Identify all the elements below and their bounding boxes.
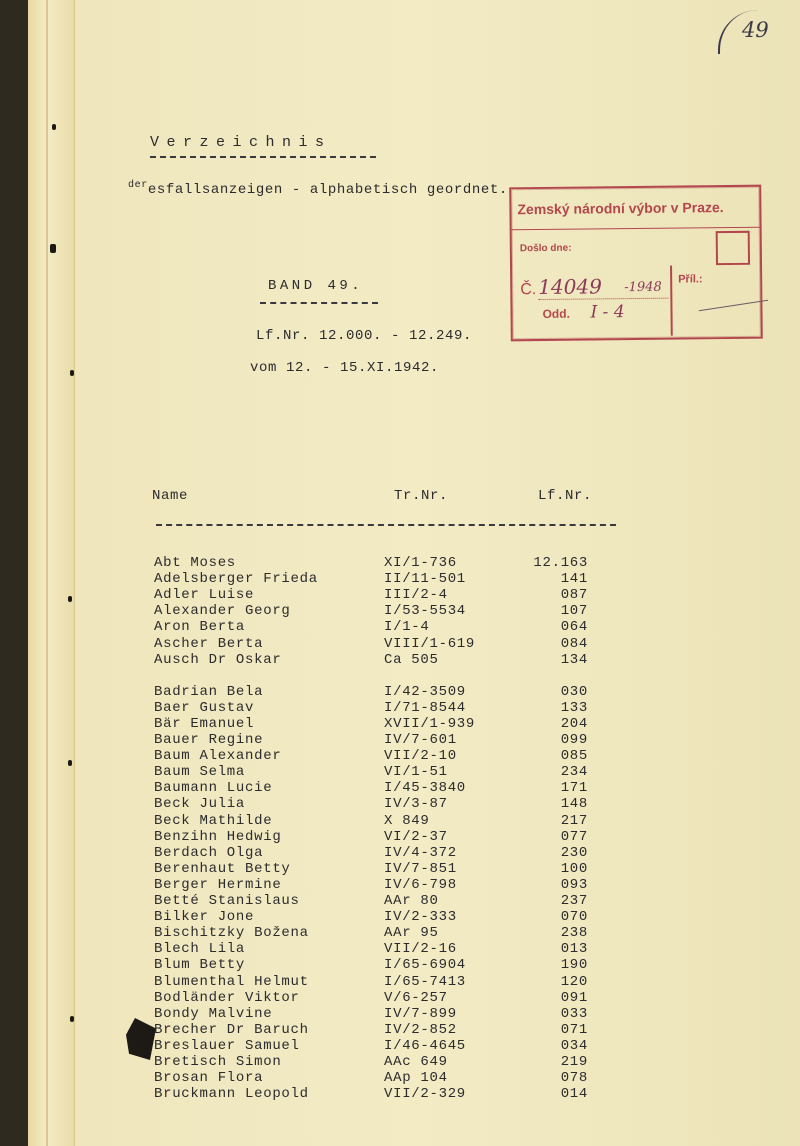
row-name: Brecher Dr Baruch — [154, 1021, 309, 1038]
row-tr-number: I/65-7413 — [384, 973, 466, 990]
band-underline — [260, 302, 378, 304]
row-lf-number: 087 — [560, 587, 588, 604]
table-row — [28, 619, 800, 635]
row-name: Blumenthal Helmut — [154, 973, 309, 990]
row-name: Adelsberger Frieda — [154, 571, 318, 588]
row-lf-number: 071 — [560, 1021, 588, 1038]
row-lf-number: 237 — [560, 893, 588, 909]
row-name: Bauer Regine — [154, 732, 264, 748]
stamp-vertical-divider — [670, 266, 673, 336]
row-name: Bretisch Simon — [154, 1054, 282, 1070]
row-tr-number: III/2-4 — [384, 587, 448, 604]
row-tr-number: I/65-6904 — [384, 957, 466, 974]
table-row — [28, 1006, 800, 1022]
row-tr-number: VI/1-51 — [384, 764, 448, 781]
stamp-box — [716, 231, 750, 265]
table-row — [28, 796, 800, 812]
stamp-received-label: Došlo dne: — [519, 242, 572, 255]
row-tr-number: IV/3-87 — [384, 796, 448, 813]
stamp-department-value: I - 4 — [590, 302, 625, 323]
row-name: Berenhaut Betty — [154, 860, 291, 877]
row-tr-number: IV/2-852 — [384, 1021, 457, 1038]
row-name: Bilker Jone — [154, 909, 255, 926]
row-lf-number: 134 — [560, 651, 588, 668]
table-row — [28, 764, 800, 780]
row-lf-number: 171 — [560, 780, 588, 797]
title-underline — [150, 156, 376, 158]
row-tr-number: Ca 505 — [384, 651, 439, 668]
row-tr-number: IV/2-333 — [384, 909, 457, 926]
row-name: Baum Selma — [154, 764, 246, 781]
row-lf-number: 014 — [560, 1086, 588, 1103]
table-row — [28, 780, 800, 796]
table-row — [28, 700, 800, 716]
row-name: Berdach Olga — [154, 844, 264, 861]
row-tr-number: I/46-4645 — [384, 1037, 466, 1054]
row-lf-number: 078 — [560, 1070, 588, 1087]
row-tr-number: IV/7-851 — [384, 860, 457, 877]
row-tr-number: IV/7-899 — [384, 1005, 457, 1022]
table-row — [28, 603, 800, 619]
row-name: Betté Stanislaus — [154, 893, 300, 909]
row-name: Blech Lila — [154, 941, 246, 958]
row-lf-number: 093 — [560, 876, 588, 893]
subtitle-text: esfallsanzeigen - alphabetisch geordnet. — [147, 182, 508, 198]
row-name: Bär Emanuel — [154, 715, 255, 732]
stamp-number-value: 14049 — [538, 274, 602, 300]
table-row — [28, 957, 800, 973]
row-name: Breslauer Samuel — [154, 1037, 300, 1054]
row-lf-number: 190 — [560, 957, 588, 974]
row-lf-number: 107 — [560, 603, 588, 620]
row-lf-number: 099 — [560, 732, 588, 748]
row-tr-number: I/42-3509 — [384, 683, 466, 700]
row-lf-number: 070 — [560, 909, 588, 926]
row-lf-number: 091 — [560, 989, 588, 1006]
row-name: Baumann Lucie — [154, 780, 273, 797]
row-lf-number: 141 — [560, 571, 588, 588]
table-row — [28, 748, 800, 764]
row-tr-number: AAc 649 — [384, 1054, 448, 1070]
row-lf-number: 120 — [560, 973, 588, 990]
registry-stamp — [509, 185, 763, 342]
row-tr-number: VII/2-10 — [384, 748, 457, 765]
stamp-attachments-label: Příl.: — [678, 273, 703, 286]
subtitle-prefix: der — [128, 180, 148, 191]
row-lf-number: 077 — [560, 828, 588, 845]
row-lf-number: 204 — [560, 715, 588, 732]
row-tr-number: IV/6-798 — [384, 876, 457, 893]
stamp-dotted-line — [538, 298, 668, 300]
row-tr-number: I/45-3840 — [384, 780, 466, 797]
punch-hole — [50, 244, 56, 253]
band-number: BAND 49. — [268, 278, 364, 294]
row-lf-number: 030 — [560, 683, 588, 700]
table-row — [28, 636, 800, 652]
row-name: Beck Julia — [154, 796, 246, 813]
row-lf-number: 064 — [560, 619, 588, 636]
table-row — [28, 990, 800, 1006]
row-name: Ascher Berta — [154, 635, 264, 652]
stamp-pen-stroke — [699, 300, 768, 311]
row-lf-number: 148 — [560, 796, 588, 813]
row-lf-number: 219 — [560, 1054, 588, 1070]
row-tr-number: AAp 104 — [384, 1070, 448, 1087]
row-tr-number: VI/2-37 — [384, 828, 448, 845]
table-row — [28, 587, 800, 603]
column-header-lf: Lf.Nr. — [538, 488, 593, 504]
row-tr-number: VII/2-329 — [384, 1086, 466, 1103]
table-row — [28, 1054, 800, 1070]
punch-hole — [52, 124, 56, 130]
row-name: Brosan Flora — [154, 1070, 264, 1087]
table-row — [28, 571, 800, 587]
row-lf-number: 217 — [560, 812, 588, 829]
row-name: Berger Hermine — [154, 876, 282, 893]
row-name: Adler Luise — [154, 587, 255, 604]
row-tr-number: I/53-5534 — [384, 603, 466, 620]
header-rule — [156, 524, 616, 526]
row-name: Aron Berta — [154, 619, 246, 636]
row-tr-number: IV/7-601 — [384, 732, 457, 748]
row-tr-number: X 849 — [384, 812, 430, 829]
row-name: Bruckmann Leopold — [154, 1086, 309, 1103]
lf-number-range: Lf.Nr. 12.000. - 12.249. — [256, 328, 473, 344]
stamp-office: Zemský národní výbor v Praze. — [517, 199, 724, 218]
row-lf-number: 234 — [560, 764, 588, 781]
row-name: Beck Mathilde — [154, 812, 273, 829]
row-name: Bodländer Viktor — [154, 989, 300, 1006]
row-lf-number: 013 — [560, 941, 588, 958]
row-name: Abt Moses — [154, 555, 236, 571]
row-name: Bischitzky Božena — [154, 925, 309, 942]
row-name: Benzihn Hedwig — [154, 828, 282, 845]
folio-number: 49 — [742, 18, 769, 42]
row-lf-number: 238 — [560, 925, 588, 942]
table-row — [28, 974, 800, 990]
stamp-divider — [512, 227, 760, 231]
row-lf-number: 084 — [560, 635, 588, 652]
table-row — [28, 941, 800, 957]
row-tr-number: XI/1-736 — [384, 555, 457, 571]
row-lf-number: 034 — [560, 1037, 588, 1054]
row-tr-number: AAr 95 — [384, 925, 439, 942]
row-tr-number: V/6-257 — [384, 989, 448, 1006]
stamp-department-label: Odd. — [542, 306, 570, 321]
table-row — [28, 1038, 800, 1054]
document-subtitle — [128, 180, 508, 198]
table-row — [28, 893, 800, 909]
row-tr-number: VIII/1-619 — [384, 635, 476, 652]
table-row — [28, 909, 800, 925]
table-row — [28, 1086, 800, 1102]
stamp-number-label: Č. — [520, 281, 537, 299]
table-row — [28, 555, 800, 571]
folio-mark — [718, 10, 790, 54]
row-name: Baer Gustav — [154, 699, 255, 716]
table-row — [28, 1070, 800, 1086]
row-name: Ausch Dr Oskar — [154, 651, 282, 668]
row-tr-number: VII/2-16 — [384, 941, 457, 958]
table-row — [28, 1022, 800, 1038]
table-row — [28, 652, 800, 668]
column-header-tr: Tr.Nr. — [394, 488, 449, 504]
row-lf-number: 133 — [560, 699, 588, 716]
row-name: Bondy Malvine — [154, 1005, 273, 1022]
row-lf-number: 12.163 — [533, 555, 588, 571]
row-tr-number: I/71-8544 — [384, 699, 466, 716]
table-row — [28, 732, 800, 748]
row-name: Blum Betty — [154, 957, 246, 974]
document-title: Verzeichnis — [150, 134, 332, 151]
table-row — [28, 716, 800, 732]
document-page — [28, 0, 800, 1146]
row-tr-number: XVII/1-939 — [384, 715, 476, 732]
row-name: Alexander Georg — [154, 603, 291, 620]
table-row — [28, 861, 800, 877]
stamp-year-value: -1948 — [624, 279, 662, 296]
punch-hole — [70, 370, 74, 376]
table-row — [28, 829, 800, 845]
row-lf-number: 033 — [560, 1005, 588, 1022]
row-lf-number: 100 — [560, 860, 588, 877]
table-row — [28, 813, 800, 829]
date-range: vom 12. - 15.XI.1942. — [250, 360, 440, 376]
table-row — [28, 877, 800, 893]
table-row — [28, 684, 800, 700]
row-tr-number: IV/4-372 — [384, 844, 457, 861]
table-row — [28, 845, 800, 861]
row-lf-number: 085 — [560, 748, 588, 765]
row-name: Baum Alexander — [154, 748, 282, 765]
row-tr-number: AAr 80 — [384, 893, 439, 909]
row-tr-number: II/11-501 — [384, 571, 466, 588]
row-lf-number: 230 — [560, 844, 588, 861]
row-name: Badrian Bela — [154, 683, 264, 700]
table-row — [28, 925, 800, 941]
row-tr-number: I/1-4 — [384, 619, 430, 636]
column-header-name: Name — [152, 488, 189, 504]
